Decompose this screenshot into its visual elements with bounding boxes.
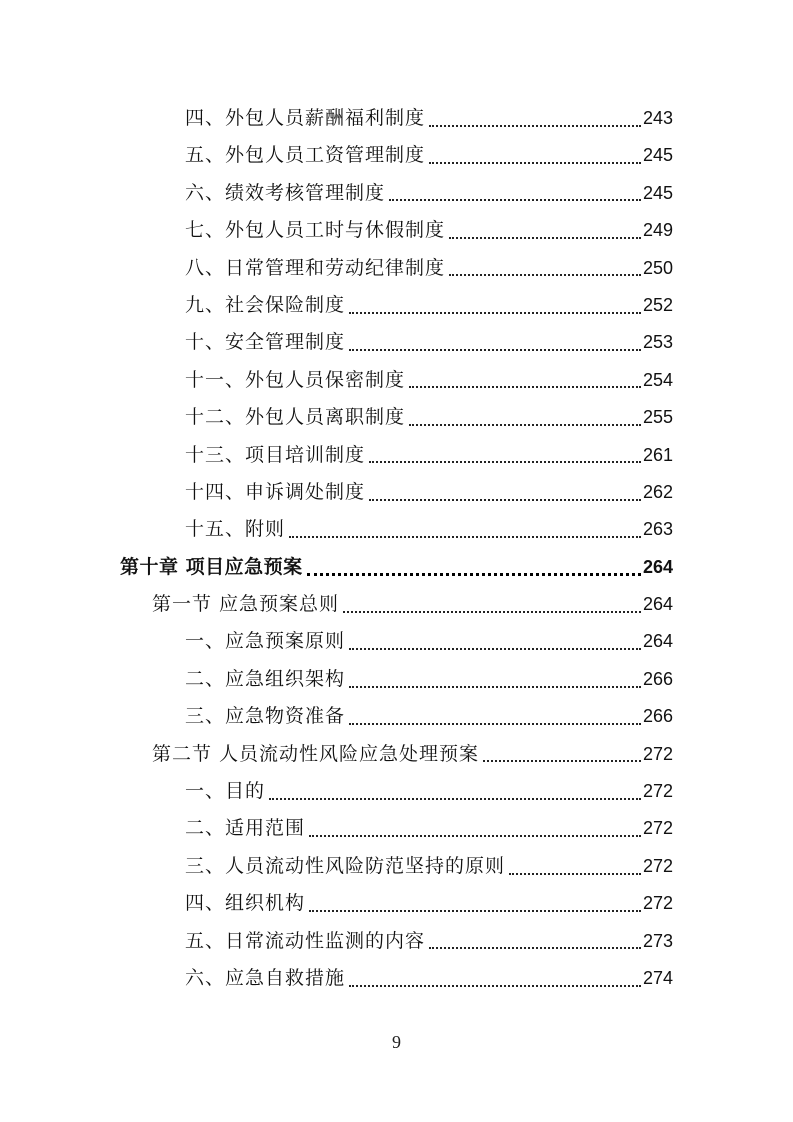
toc-leader-dots xyxy=(307,571,641,576)
toc-chapter-entry[interactable] xyxy=(120,549,673,586)
toc-entry-page: 249 xyxy=(642,220,673,241)
toc-entry-title: 六、绩效考核管理制度 xyxy=(185,175,389,212)
toc-entry-page: 266 xyxy=(642,668,673,689)
toc-entry-page: 266 xyxy=(642,706,673,727)
toc-entry[interactable] xyxy=(185,212,673,249)
toc-entry-page: 262 xyxy=(642,481,673,502)
page-number: 9 xyxy=(392,1032,401,1052)
toc-entry-title: 三、应急物资准备 xyxy=(185,698,349,735)
toc-entry-title: 五、日常流动性监测的内容 xyxy=(185,923,429,960)
toc-entry-page: 264 xyxy=(642,631,673,652)
toc-entry-title: 八、日常管理和劳动纪律制度 xyxy=(185,250,449,287)
toc-leader-dots xyxy=(349,721,641,725)
toc-entry-title: 五、外包人员工资管理制度 xyxy=(185,137,429,174)
toc-entry[interactable] xyxy=(185,100,673,137)
toc-leader-dots xyxy=(349,646,641,650)
toc-entry-page: 274 xyxy=(642,967,673,988)
toc-entry[interactable] xyxy=(185,437,673,474)
toc-entry-page: 245 xyxy=(642,145,673,166)
toc-entry-title: 七、外包人员工时与休假制度 xyxy=(185,212,449,249)
toc-leader-dots xyxy=(449,235,641,239)
toc-entry-title: 六、应急自救措施 xyxy=(185,960,349,997)
toc-entry[interactable] xyxy=(185,250,673,287)
toc-entry-page: 245 xyxy=(642,182,673,203)
toc-entry[interactable] xyxy=(185,885,673,922)
toc-entry-page: 250 xyxy=(642,257,673,278)
toc-entry[interactable] xyxy=(185,474,673,511)
toc-leader-dots xyxy=(309,908,641,912)
toc-entry[interactable] xyxy=(185,399,673,436)
toc-leader-dots xyxy=(349,684,641,688)
toc-leader-dots xyxy=(369,497,641,501)
toc-entry[interactable] xyxy=(185,848,673,885)
toc-leader-dots xyxy=(343,609,641,613)
toc-entry-title: 十一、外包人员保密制度 xyxy=(185,362,409,399)
toc-chapter-title: 第十章 项目应急预案 xyxy=(120,549,307,586)
toc-entry[interactable] xyxy=(185,137,673,174)
toc-leader-dots xyxy=(429,123,641,127)
toc-entry-title: 四、外包人员薪酬福利制度 xyxy=(185,100,429,137)
toc-section-entry[interactable] xyxy=(152,736,673,773)
toc-entry-page: 255 xyxy=(642,407,673,428)
toc-entry-title: 十四、申诉调处制度 xyxy=(185,474,369,511)
toc-section-page: 264 xyxy=(642,594,673,615)
toc-leader-dots xyxy=(349,310,641,314)
toc-entry-page: 261 xyxy=(642,444,673,465)
toc-leader-dots xyxy=(349,347,641,351)
toc-entry[interactable] xyxy=(185,661,673,698)
toc-entry[interactable] xyxy=(185,511,673,548)
toc-entry-page: 253 xyxy=(642,332,673,353)
toc-entry-title: 十三、项目培训制度 xyxy=(185,437,369,474)
toc-entry-title: 二、应急组织架构 xyxy=(185,661,349,698)
toc-chapter-page: 264 xyxy=(642,556,673,577)
toc-entry[interactable] xyxy=(185,960,673,997)
toc-entry-page: 272 xyxy=(642,781,673,802)
toc-entry[interactable] xyxy=(185,287,673,324)
toc-entry[interactable] xyxy=(185,324,673,361)
toc-leader-dots xyxy=(269,796,641,800)
toc-section-title: 第一节 应急预案总则 xyxy=(152,586,343,623)
toc-entry[interactable] xyxy=(185,362,673,399)
toc-entry-title: 一、应急预案原则 xyxy=(185,623,349,660)
toc-section-page: 272 xyxy=(642,743,673,764)
toc-leader-dots xyxy=(409,384,641,388)
toc-leader-dots xyxy=(369,459,641,463)
table-of-contents xyxy=(0,100,793,997)
toc-entry[interactable] xyxy=(185,175,673,212)
toc-entry-title: 十、安全管理制度 xyxy=(185,324,349,361)
toc-leader-dots xyxy=(389,197,641,201)
toc-leader-dots xyxy=(309,833,641,837)
toc-leader-dots xyxy=(429,160,641,164)
toc-entry[interactable] xyxy=(185,623,673,660)
toc-leader-dots xyxy=(509,871,641,875)
toc-leader-dots xyxy=(449,272,641,276)
toc-leader-dots xyxy=(429,945,641,949)
toc-entry-page: 272 xyxy=(642,855,673,876)
toc-leader-dots xyxy=(349,983,641,987)
toc-entry-page: 254 xyxy=(642,369,673,390)
toc-entry-title: 三、人员流动性风险防范坚持的原则 xyxy=(185,848,509,885)
toc-leader-dots xyxy=(409,422,641,426)
toc-entry-page: 243 xyxy=(642,108,673,128)
toc-entry[interactable] xyxy=(185,810,673,847)
toc-entry-page: 252 xyxy=(642,294,673,315)
toc-entry-title: 十二、外包人员离职制度 xyxy=(185,399,409,436)
toc-entry-title: 一、目的 xyxy=(185,773,269,810)
toc-entry-page: 272 xyxy=(642,818,673,839)
toc-entry-title: 四、组织机构 xyxy=(185,885,309,922)
toc-entry[interactable] xyxy=(185,923,673,960)
toc-entry[interactable] xyxy=(185,698,673,735)
toc-leader-dots xyxy=(289,534,641,538)
toc-entry-page: 272 xyxy=(642,893,673,914)
toc-entry-page: 273 xyxy=(642,930,673,951)
toc-entry-title: 二、适用范围 xyxy=(185,810,309,847)
toc-leader-dots xyxy=(483,758,641,762)
toc-section-title: 第二节 人员流动性风险应急处理预案 xyxy=(152,736,483,773)
toc-section-entry[interactable] xyxy=(152,586,673,623)
toc-entry[interactable] xyxy=(185,773,673,810)
toc-entry-title: 十五、附则 xyxy=(185,511,289,548)
toc-entry-page: 263 xyxy=(642,519,673,540)
toc-entry-title: 九、社会保险制度 xyxy=(185,287,349,324)
